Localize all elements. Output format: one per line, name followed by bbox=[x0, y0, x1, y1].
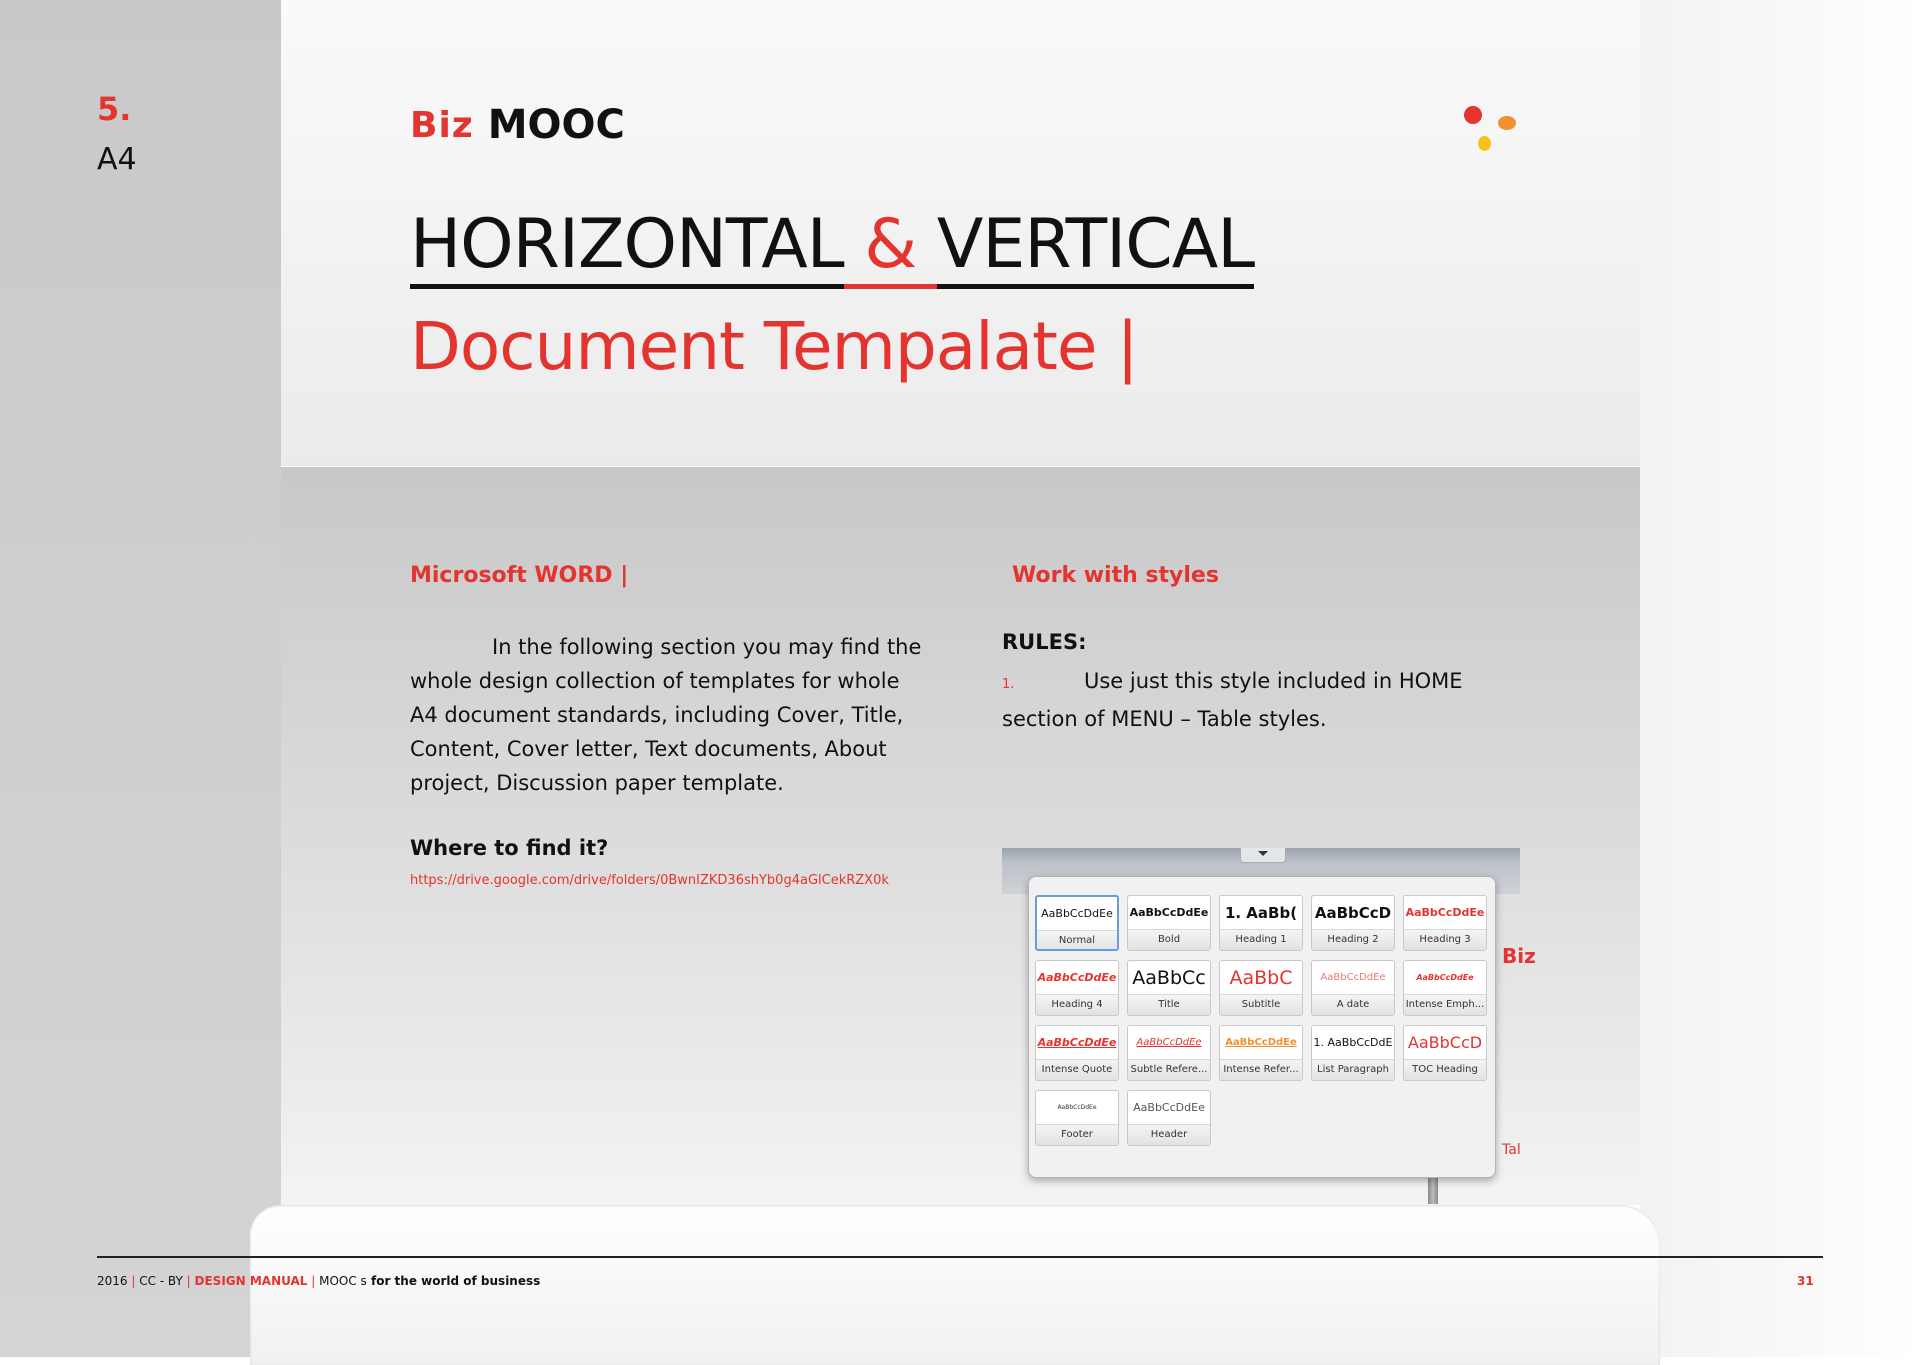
footer-divider bbox=[97, 1256, 1823, 1258]
style-tile-toc-heading[interactable] bbox=[1403, 1025, 1487, 1081]
style-label: Header bbox=[1128, 1124, 1210, 1145]
logo-mooc-text: MOOC bbox=[487, 102, 625, 148]
rule-text: Use just this style included in HOME section of MENU – Table styles. bbox=[1002, 669, 1463, 731]
rule-number: 1. bbox=[1002, 677, 1015, 692]
gallery-side-tab: Tal bbox=[1502, 1142, 1521, 1158]
style-tile-footer[interactable] bbox=[1035, 1090, 1119, 1146]
style-tile-title[interactable] bbox=[1127, 960, 1211, 1016]
style-label: Subtitle bbox=[1220, 994, 1302, 1015]
page-title bbox=[410, 205, 1254, 284]
style-sample: AaBbCcDdEe bbox=[1037, 1036, 1117, 1049]
style-sample: AaBbCcDdEe bbox=[1133, 1101, 1205, 1114]
style-tile-subtle-reference[interactable] bbox=[1127, 1025, 1211, 1081]
intro-paragraph: In the following section you may find the whole design collection of templates for whole A4 document standards, including Cover, Title, Content, Cover letter, Text documents, About project, Discussion paper template. bbox=[410, 635, 922, 795]
style-label: Subtle Refere... bbox=[1128, 1059, 1210, 1080]
style-sample: AaBbC bbox=[1229, 966, 1293, 989]
gallery-stand bbox=[1428, 1176, 1438, 1204]
style-sample: 1. AaBbCcDdE bbox=[1313, 1036, 1393, 1049]
page-number: 31 bbox=[1797, 1274, 1814, 1288]
style-tile-heading-1[interactable] bbox=[1219, 895, 1303, 951]
style-sample: AaBbCcDdEe bbox=[1037, 971, 1117, 984]
style-label: A date bbox=[1312, 994, 1394, 1015]
style-label: Heading 4 bbox=[1036, 994, 1118, 1015]
page-subtitle: Document Tempalate | bbox=[410, 308, 1138, 385]
style-tile-a-date[interactable] bbox=[1311, 960, 1395, 1016]
style-label: Intense Emph... bbox=[1404, 994, 1486, 1015]
style-sample: AaBbCcDdEe bbox=[1405, 906, 1485, 919]
rule-item bbox=[1002, 664, 1502, 736]
style-tile-intense-reference[interactable] bbox=[1219, 1025, 1303, 1081]
footer-design-manual: DESIGN MANUAL bbox=[194, 1274, 308, 1288]
footer-tagline: for the world of business bbox=[366, 1274, 541, 1288]
style-tile-intense-quote[interactable] bbox=[1035, 1025, 1119, 1081]
style-tile-heading-2[interactable] bbox=[1311, 895, 1395, 951]
title-ampersand: & bbox=[844, 205, 937, 289]
footer-text bbox=[97, 1274, 540, 1288]
section-number: 5. bbox=[97, 90, 132, 128]
style-label: Intense Quote bbox=[1036, 1059, 1118, 1080]
rules-heading: RULES: bbox=[1002, 630, 1087, 654]
title-horizontal: HORIZONTAL bbox=[410, 205, 844, 289]
gallery-side-logo: Biz bbox=[1502, 944, 1536, 968]
style-sample: 1. AaBb( bbox=[1224, 903, 1298, 922]
style-tile-heading-3[interactable] bbox=[1403, 895, 1487, 951]
footer-separator: | bbox=[182, 1274, 195, 1288]
where-to-find-heading: Where to find it? bbox=[410, 836, 609, 860]
section-name: A4 bbox=[97, 142, 137, 177]
footer-separator: | bbox=[307, 1274, 320, 1288]
styles-gallery bbox=[1028, 876, 1496, 1178]
style-tile-normal[interactable] bbox=[1035, 895, 1119, 951]
orange-dot bbox=[1498, 116, 1516, 130]
style-sample: AaBbCc bbox=[1132, 966, 1206, 989]
style-tile-intense-emphasis[interactable] bbox=[1403, 960, 1487, 1016]
style-label: Normal bbox=[1037, 930, 1117, 951]
right-margin bbox=[1640, 0, 1920, 1357]
style-label: Heading 1 bbox=[1220, 929, 1302, 950]
style-sample: AaBbCcDdEe bbox=[1057, 1104, 1097, 1111]
style-label: Heading 3 bbox=[1404, 929, 1486, 950]
style-sample: AaBbCcDdEe bbox=[1320, 972, 1386, 983]
style-sample: AaBbCcDdEe bbox=[1225, 1037, 1297, 1048]
style-sample: AaBbCcD bbox=[1407, 1033, 1483, 1052]
style-tile-bold[interactable] bbox=[1127, 895, 1211, 951]
footer-license: CC - BY bbox=[139, 1274, 183, 1288]
drive-link[interactable]: https://drive.google.com/drive/folders/0BwnIZKD36shYb0g4aGlCekRZX0k bbox=[410, 873, 889, 888]
logo-biz-text: Biz bbox=[410, 104, 474, 146]
footer-moocs: MOOC s bbox=[319, 1274, 367, 1288]
style-label: Footer bbox=[1036, 1124, 1118, 1145]
style-label: Bold bbox=[1128, 929, 1210, 950]
style-sample: AaBbCcDdEe bbox=[1129, 906, 1209, 919]
gallery-dropdown-handle[interactable] bbox=[1240, 848, 1286, 863]
style-label: List Paragraph bbox=[1312, 1059, 1394, 1080]
style-sample: AaBbCcDdEe bbox=[1416, 973, 1474, 982]
work-with-styles-heading: Work with styles bbox=[1012, 563, 1219, 588]
style-tile-list-paragraph[interactable] bbox=[1311, 1025, 1395, 1081]
yellow-dot bbox=[1478, 136, 1491, 151]
decorative-dots bbox=[1460, 100, 1520, 160]
bizmooc-logo bbox=[410, 102, 625, 148]
footer-year: 2016 bbox=[97, 1274, 128, 1288]
red-dot bbox=[1464, 106, 1482, 124]
left-sidebar bbox=[0, 0, 281, 1357]
style-tile-subtitle[interactable] bbox=[1219, 960, 1303, 1016]
style-label: TOC Heading bbox=[1404, 1059, 1486, 1080]
title-vertical: VERTICAL bbox=[937, 205, 1254, 289]
microsoft-word-heading: Microsoft WORD | bbox=[410, 563, 629, 588]
footer-separator: | bbox=[127, 1274, 140, 1288]
style-sample: AaBbCcD bbox=[1314, 903, 1392, 922]
style-label: Intense Refer... bbox=[1220, 1059, 1302, 1080]
style-tile-heading-4[interactable] bbox=[1035, 960, 1119, 1016]
style-sample: AaBbCcDdEe bbox=[1136, 1037, 1202, 1048]
style-label: Heading 2 bbox=[1312, 929, 1394, 950]
style-label: Title bbox=[1128, 994, 1210, 1015]
style-sample: AaBbCcDdEe bbox=[1041, 907, 1113, 920]
style-tile-header[interactable] bbox=[1127, 1090, 1211, 1146]
